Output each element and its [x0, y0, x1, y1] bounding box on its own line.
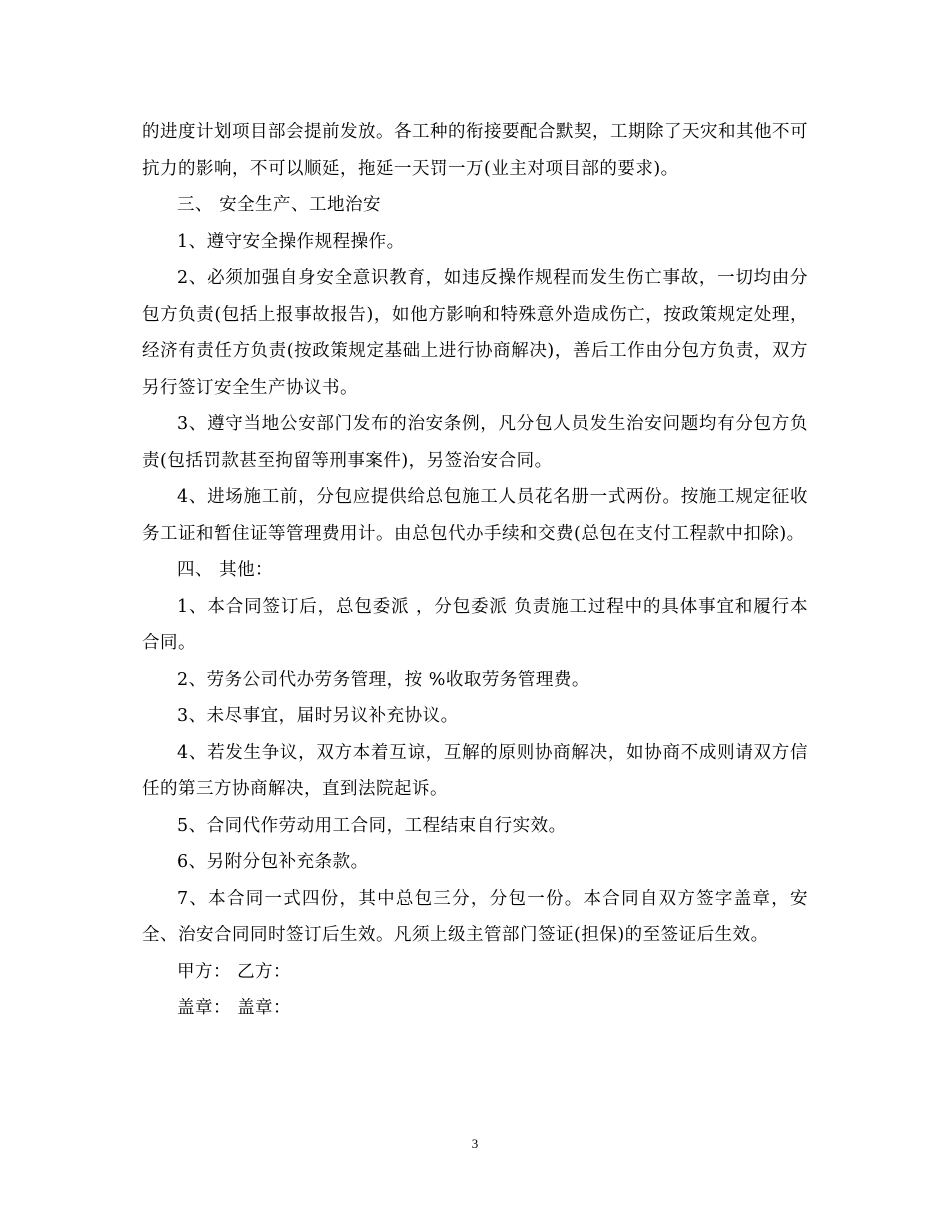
other-clause-5: 5、合同代作劳动用工合同，工程结束自行实效。 — [177, 815, 567, 836]
other-clause-6: 6、另附分包补充条款。 — [177, 852, 369, 872]
seal-line: 盖章： 盖章： — [177, 998, 292, 1018]
signature-parties-line: 甲方： 乙方： — [177, 961, 292, 982]
other-clause-2: 2、劳务公司代办劳务管理，按 %收取劳务管理费。 — [177, 669, 590, 690]
safety-clause-1: 1、遵守安全操作规程操作。 — [177, 231, 405, 252]
document-body — [142, 114, 808, 1027]
paragraph-schedule-continuation: 的进度计划项目部会提前发放。各工种的衔接要配合默契，工期除了天灾和其他不可抗力的影响，不可以顺延，拖延一天罚一万(业主对项目部的要求)。 — [142, 122, 808, 179]
page-number: 3 — [471, 1136, 479, 1151]
safety-clause-3: 3、遵守当地公安部门发布的治安条例，凡分包人员发生治安问题均有分包方负责(包括罚款甚至拘留等刑事案件)，另签治安合同。 — [142, 414, 808, 471]
other-clause-7: 7、本合同一式四份，其中总包三分，分包一份。本合同自双方签字盖章，安全、治安合同同时签订后生效。凡须上级主管部门签证(担保)的至签证后生效。 — [142, 888, 808, 945]
safety-clause-2: 2、必须加强自身安全意识教育，如违反操作规程而发生伤亡事故，一切均由分包方负责(包括上报事故报告)，如他方影响和特殊意外造成伤亡，按政策规定处理，经济有责任方负责(按政策规定基础上进行协商解决)，善后工作由分包方负责，双方另行签订安全生产协议书。 — [142, 268, 808, 398]
other-clause-3: 3、未尽事宜，届时另议补充协议。 — [177, 706, 459, 726]
safety-clause-4: 4、进场施工前，分包应提供给总包施工人员花名册一式两份。按施工规定征收务工证和暂住证等管理费用计。由总包代办手续和交费(总包在支付工程款中扣除)。 — [142, 487, 808, 544]
section-heading-safety: 三、 安全生产、工地治安 — [177, 195, 382, 215]
other-clause-1: 1、本合同签订后，总包委派 ，分包委派 负责施工过程中的具体事宜和履行本合同。 — [142, 596, 808, 653]
other-clause-4: 4、若发生争议，双方本着互谅，互解的原则协商解决，如协商不成则请双方信任的第三方协商解决，直到法院起诉。 — [142, 742, 808, 799]
section-heading-other: 四、 其他： — [177, 560, 274, 580]
